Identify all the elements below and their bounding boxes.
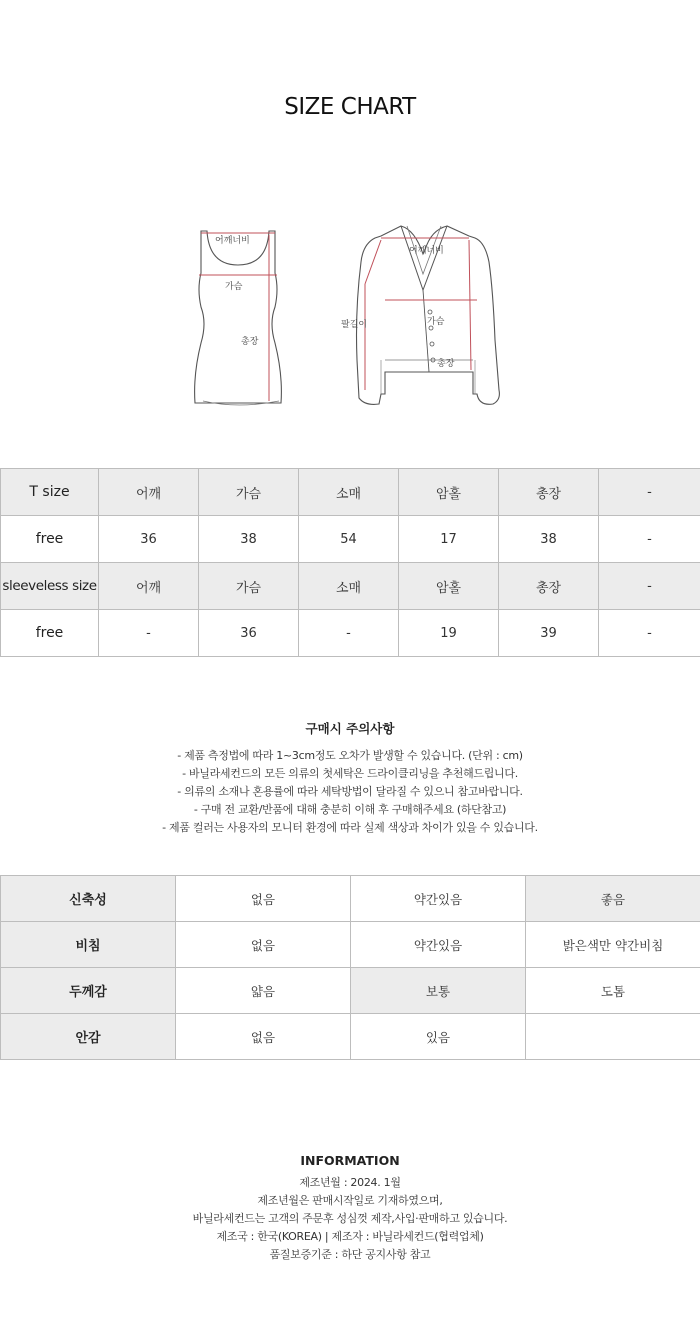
fabric-feel-table <box>0 875 700 1060</box>
page-title: SIZE CHART <box>284 94 416 120</box>
size-cell: 총장 <box>499 469 599 516</box>
size-cell: 암홀 <box>399 469 499 516</box>
size-cell: 가슴 <box>199 563 299 610</box>
size-cell: - <box>299 610 399 657</box>
feel-row-label: 두께감 <box>1 968 176 1014</box>
size-cell: 39 <box>499 610 599 657</box>
size-cell: free <box>1 516 99 563</box>
information-line: 제조년월은 판매시작일로 기재하였으며, <box>257 1194 443 1207</box>
feel-option-cell: 없음 <box>176 1014 351 1060</box>
information-line: 바닐라세컨드는 고객의 주문후 성심껏 제작,사입·판매하고 있습니다. <box>192 1212 508 1225</box>
caution-line: - 제품 컬러는 사용자의 모니터 환경에 따라 실제 색상과 차이가 있을 수 있습니다. <box>162 821 538 834</box>
size-table-row <box>1 516 700 563</box>
information-title: INFORMATION <box>300 1153 400 1168</box>
caution-line: - 바닐라세컨드의 모든 의류의 첫세탁은 드라이클리닝을 추천해드립니다. <box>182 767 518 780</box>
size-cell: - <box>99 610 199 657</box>
garment-illustrations <box>0 210 700 420</box>
size-cell: 36 <box>199 610 299 657</box>
cardigan-shoulder-label: 어깨너비 <box>409 246 444 256</box>
feel-option-cell <box>526 1014 700 1060</box>
feel-option-cell: 약간있음 <box>351 876 526 922</box>
tank-chest-label: 가슴 <box>225 282 243 292</box>
caution-line: - 제품 측정법에 따라 1~3cm정도 오차가 발생할 수 있습니다. (단위 : cm) <box>177 749 523 762</box>
feel-table-row <box>1 968 700 1014</box>
feel-option-cell: 좋음 <box>526 876 700 922</box>
feel-option-cell: 얇음 <box>176 968 351 1014</box>
cardigan-sleeve-label: 팔길이 <box>341 320 368 330</box>
feel-table-row <box>1 922 700 968</box>
size-table-row <box>1 563 700 610</box>
size-cell: sleeveless size <box>1 563 99 610</box>
size-cell: 소매 <box>299 563 399 610</box>
size-cell: 어깨 <box>99 563 199 610</box>
tank-length-label: 총장 <box>241 337 259 347</box>
size-cell: 소매 <box>299 469 399 516</box>
size-cell: 가슴 <box>199 469 299 516</box>
size-cell: 19 <box>399 610 499 657</box>
size-cell: 54 <box>299 516 399 563</box>
cardigan-illustration <box>335 220 510 420</box>
information-line: 품질보증기준 : 하단 공지사항 참고 <box>269 1248 431 1261</box>
feel-table-row <box>1 1014 700 1060</box>
information-line: 제조국 : 한국(KOREA) | 제조자 : 바닐라세컨드(협력업체) <box>216 1230 484 1243</box>
caution-line: - 구매 전 교환/반품에 대해 충분히 이해 후 구매해주세요 (하단참고) <box>193 803 507 816</box>
caution-line: - 의류의 소재나 혼용률에 따라 세탁방법이 달라질 수 있으니 참고바랍니다. <box>177 785 523 798</box>
size-cell: 17 <box>399 516 499 563</box>
feel-option-cell: 약간있음 <box>351 922 526 968</box>
size-cell: 36 <box>99 516 199 563</box>
tank-top-illustration <box>185 225 295 415</box>
size-cell: 어깨 <box>99 469 199 516</box>
feel-table-row <box>1 876 700 922</box>
size-cell: 암홀 <box>399 563 499 610</box>
size-table-row <box>1 610 700 657</box>
information-section <box>0 1153 700 1264</box>
size-table <box>0 468 700 657</box>
caution-title: 구매시 주의사항 <box>305 721 395 736</box>
size-cell: T size <box>1 469 99 516</box>
size-cell: - <box>599 516 700 563</box>
information-line: 제조년월 : 2024. 1월 <box>299 1176 401 1189</box>
size-cell: free <box>1 610 99 657</box>
size-cell: - <box>599 469 700 516</box>
feel-option-cell: 도톰 <box>526 968 700 1014</box>
size-cell: 38 <box>199 516 299 563</box>
caution-section <box>0 719 700 837</box>
size-cell: 38 <box>499 516 599 563</box>
tank-shoulder-label: 어깨너비 <box>215 236 250 246</box>
feel-row-label: 비침 <box>1 922 176 968</box>
cardigan-length-label: 총장 <box>437 359 455 369</box>
size-cell: - <box>599 610 700 657</box>
feel-option-cell: 있음 <box>351 1014 526 1060</box>
feel-row-label: 안감 <box>1 1014 176 1060</box>
feel-row-label: 신축성 <box>1 876 176 922</box>
size-table-row <box>1 469 700 516</box>
size-cell: 총장 <box>499 563 599 610</box>
feel-option-cell: 밝은색만 약간비침 <box>526 922 700 968</box>
feel-option-cell: 없음 <box>176 876 351 922</box>
feel-option-cell: 없음 <box>176 922 351 968</box>
size-cell: - <box>599 563 700 610</box>
feel-option-cell: 보통 <box>351 968 526 1014</box>
cardigan-chest-label: 가슴 <box>427 317 445 327</box>
